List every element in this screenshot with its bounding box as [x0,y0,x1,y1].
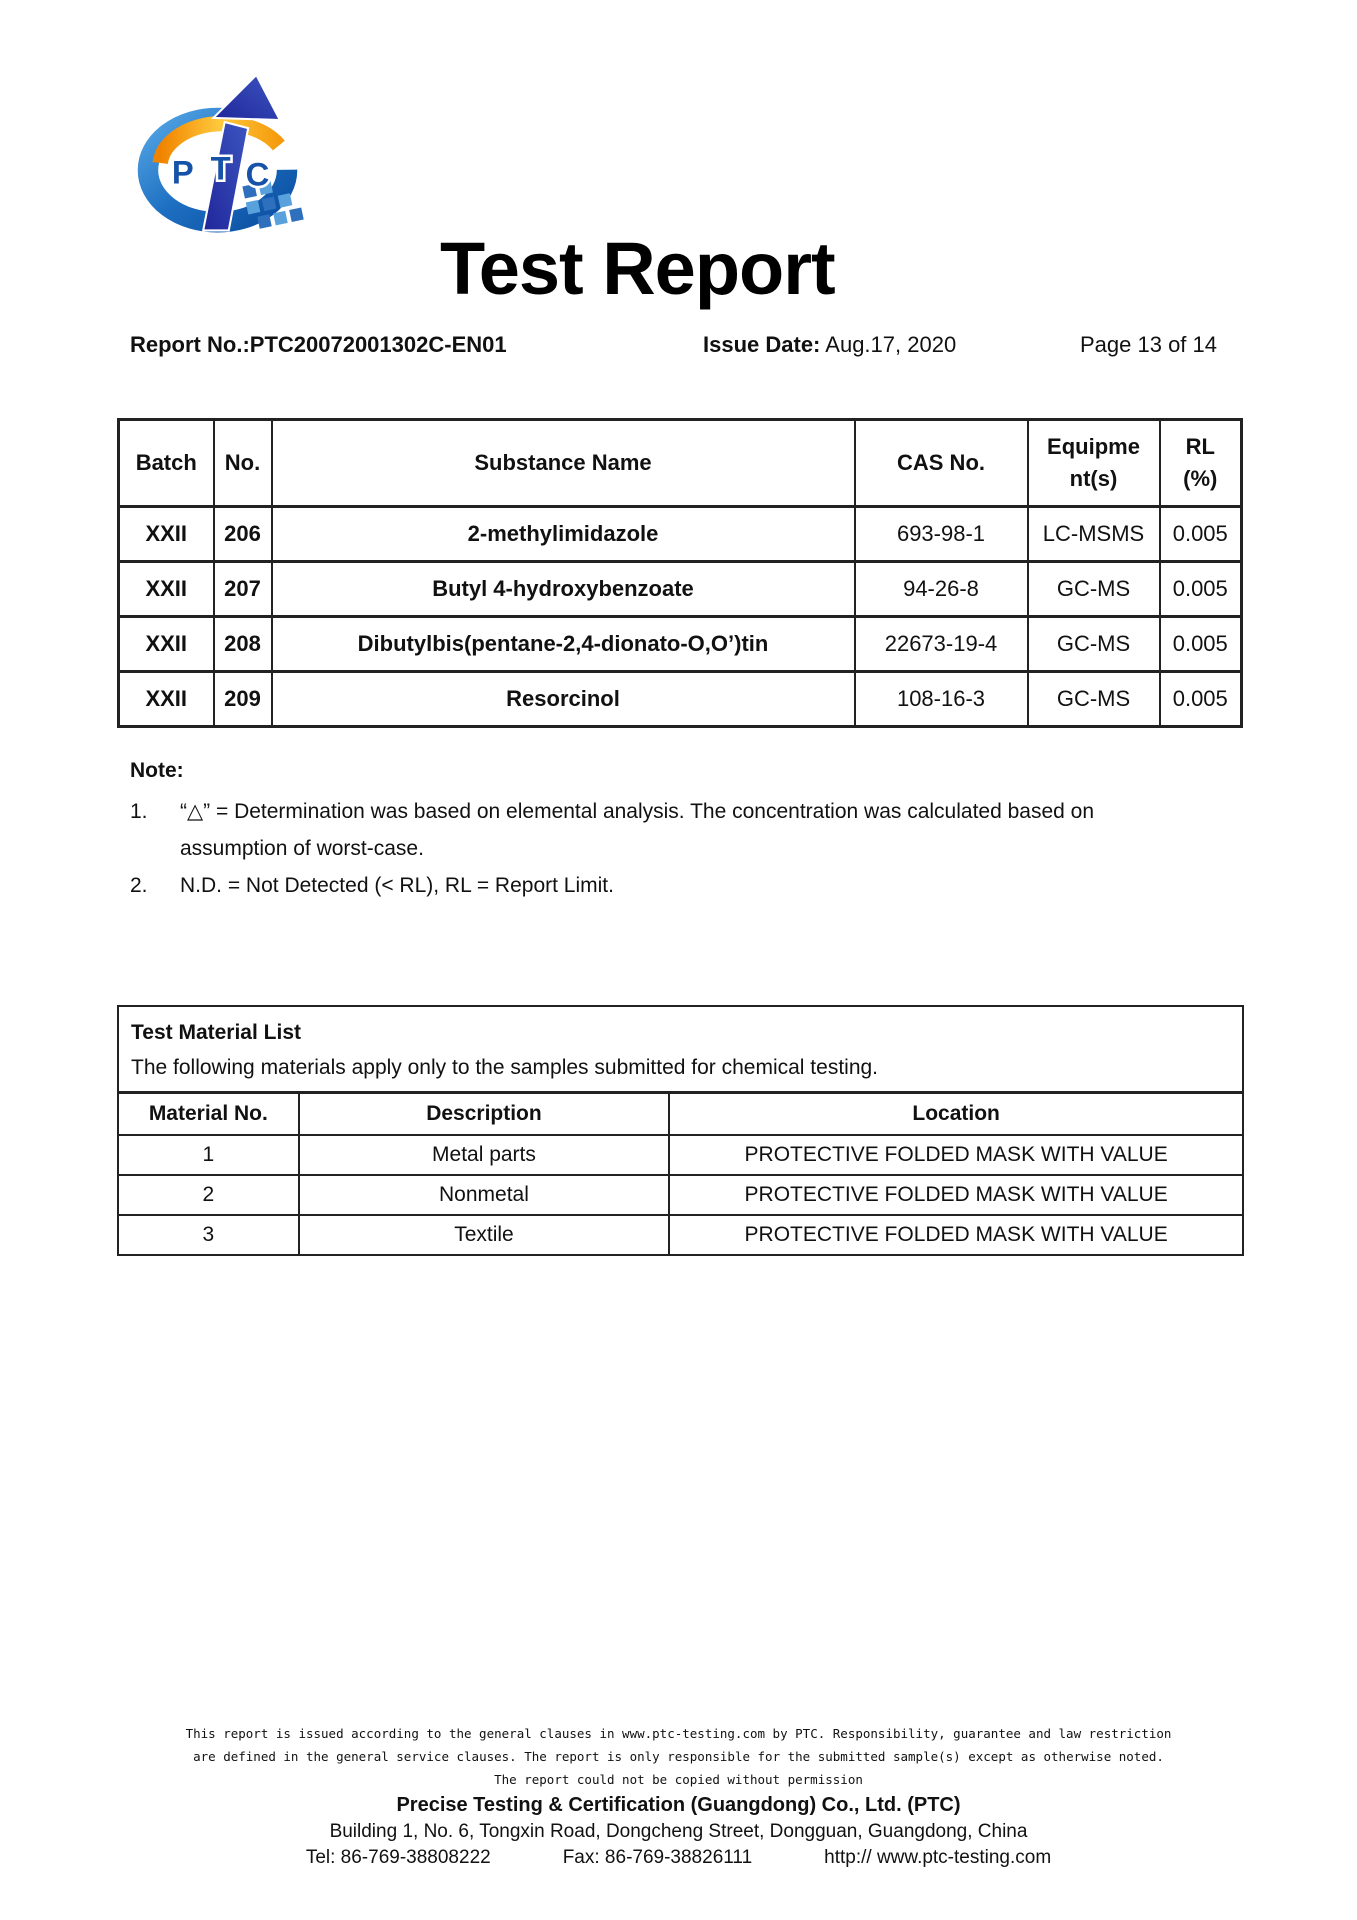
logo-letter-c: C [245,155,270,193]
col-header-location: Location [669,1093,1242,1136]
cell-rl: 0.005 [1160,617,1242,672]
cell-equipment: GC-MS [1028,672,1160,727]
test-material-list-box [117,1005,1244,1256]
issue-date-label: Issue Date: [703,332,821,357]
cell-batch: XXII [119,617,214,672]
cell-description: Nonmetal [299,1175,670,1215]
note-item-1 [130,793,1210,867]
disclaimer-line: are defined in the general service clauses. The report is only responsible for the submitted sample(s) except as otherwise noted. [193,1749,1164,1764]
cell-rl: 0.005 [1160,562,1242,617]
cell-cas: 693-98-1 [855,507,1028,562]
col-header-no: No. [214,420,272,507]
cell-substance: 2-methylimidazole [272,507,855,562]
cell-cas: 94-26-8 [855,562,1028,617]
cell-batch: XXII [119,562,214,617]
report-header-line [0,332,1357,364]
cell-no: 208 [214,617,272,672]
cell-rl: 0.005 [1160,672,1242,727]
cell-description: Textile [299,1215,670,1254]
cell-material-no: 1 [119,1135,299,1175]
cell-no: 207 [214,562,272,617]
table-row [119,1215,1242,1254]
footer-company-name: Precise Testing & Certification (Guangdong) Co., Ltd. (PTC) [396,1794,961,1816]
note-item-text: N.D. = Not Detected (< RL), RL = Report Limit. [180,874,614,897]
note-heading: Note: [130,759,184,782]
footer-fax: Fax: 86-769-38826111 [562,1847,753,1868]
cell-equipment: LC-MSMS [1028,507,1160,562]
material-table [119,1091,1242,1254]
cell-cas: 108-16-3 [855,672,1028,727]
col-header-batch: Batch [119,420,214,507]
footer-contact-line [0,1847,1357,1869]
col-header-equipment [1028,420,1160,507]
cell-batch: XXII [119,507,214,562]
footer-disclaimer [0,1722,1357,1791]
note-section [130,752,1210,904]
material-list-title: Test Material List [131,1021,301,1044]
report-number-label: Report No.: [130,332,250,357]
page-title: Test Report [440,227,835,310]
footer-address: Building 1, No. 6, Tongxin Road, Dongcheng Street, Dongguan, Guangdong, China [329,1821,1028,1842]
logo-letter-t: T [210,149,231,187]
table-row [119,672,1242,727]
material-table-header-row [119,1093,1242,1136]
cell-no: 206 [214,507,272,562]
cell-batch: XXII [119,672,214,727]
report-number [130,332,507,358]
report-number-value: PTC20072001302C-EN01 [249,332,507,357]
note-item-text: “△” = Determination was based on elemental analysis. The concentration was calculated based on assumption of worst-case. [180,800,1095,860]
col-header-substance: Substance Name [272,420,855,507]
cell-substance: Dibutylbis(pentane-2,4-dionato-O,O’)tin [272,617,855,672]
logo-letter-p: P [171,153,194,191]
col-header-equipment-line2: nt(s) [1069,466,1118,491]
cell-substance: Butyl 4-hydroxybenzoate [272,562,855,617]
note-item-number: 1. [130,800,148,823]
issue-date-value: Aug.17, 2020 [820,332,957,357]
col-header-rl-line1: RL [1185,434,1215,459]
table-row [119,562,1242,617]
cell-description: Metal parts [299,1135,670,1175]
cell-substance: Resorcinol [272,672,855,727]
table-row [119,507,1242,562]
col-header-rl [1160,420,1242,507]
cell-material-no: 2 [119,1175,299,1215]
note-item-number: 2. [130,874,148,897]
substance-table [117,418,1243,728]
cell-location: PROTECTIVE FOLDED MASK WITH VALUE [669,1175,1242,1215]
cell-no: 209 [214,672,272,727]
cell-location: PROTECTIVE FOLDED MASK WITH VALUE [669,1135,1242,1175]
page-indicator: Page 13 of 14 [1080,332,1218,357]
cell-equipment: GC-MS [1028,562,1160,617]
disclaimer-line: The report could not be copied without permission [494,1772,863,1787]
ptc-logo-icon [105,50,330,235]
material-list-subtitle: The following materials apply only to the samples submitted for chemical testing. [131,1056,879,1079]
table-row [119,617,1242,672]
cell-equipment: GC-MS [1028,617,1160,672]
col-header-cas: CAS No. [855,420,1028,507]
footer-tel: Tel: 86-769-38808222 [305,1847,491,1868]
substance-table-header-row [119,420,1242,507]
cell-cas: 22673-19-4 [855,617,1028,672]
col-header-description: Description [299,1093,670,1136]
cell-rl: 0.005 [1160,507,1242,562]
issue-date [703,332,956,358]
col-header-rl-line2: (%) [1183,466,1218,491]
cell-location: PROTECTIVE FOLDED MASK WITH VALUE [669,1215,1242,1254]
logo-arrowhead-icon [213,75,279,120]
table-row [119,1175,1242,1215]
col-header-equipment-line1: Equipme [1047,434,1140,459]
note-item-2 [130,867,1210,904]
table-row [119,1135,1242,1175]
cell-material-no: 3 [119,1215,299,1254]
footer-url: http:// www.ptc-testing.com [824,1847,1052,1868]
col-header-material-no: Material No. [119,1093,299,1136]
disclaimer-line: This report is issued according to the general clauses in www.ptc-testing.com by PTC. Responsibility, guarantee and law restriction [185,1726,1172,1741]
